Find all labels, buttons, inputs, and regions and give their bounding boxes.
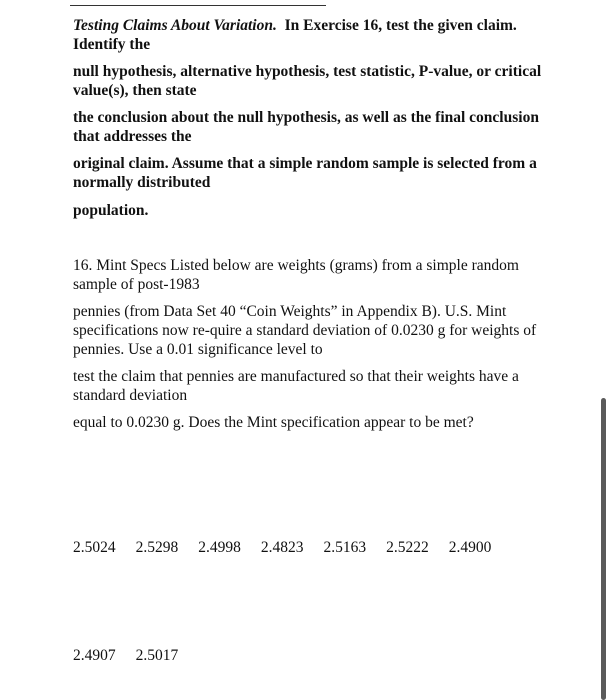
- data-value: 2.5163: [323, 539, 367, 556]
- data-value: 2.5298: [135, 539, 179, 556]
- data-value: 2.5017: [135, 647, 179, 664]
- exercise-paragraph-4: equal to 0.0230 g. Does the Mint specification appear to be met?: [73, 414, 474, 431]
- instructions-paragraph-1: [73, 16, 543, 54]
- exercise-paragraph-3: test the claim that pennies are manufactured so that their weights have a standard deviation: [73, 368, 519, 404]
- instructions-paragraph-3: the conclusion about the null hypothesis, as well as the final conclusion that addresses the: [73, 109, 539, 145]
- instructions-paragraph-2: null hypothesis, alternative hypothesis, test statistic, P-value, or critical value(s), then state: [73, 63, 542, 99]
- vertical-scrollbar[interactable]: [601, 398, 606, 700]
- data-value: 2.4907: [73, 647, 116, 664]
- top-divider: [70, 5, 326, 6]
- data-value: 2.5222: [386, 539, 429, 556]
- instructions-paragraph-5: population.: [73, 202, 149, 219]
- instructions-text-1: In Exercise 16, test the given claim. Identify the: [73, 17, 517, 53]
- data-value: 2.4998: [198, 539, 241, 556]
- data-row-1: [73, 538, 511, 557]
- instructions-title: Testing Claims About Variation.: [73, 17, 277, 34]
- data-value: 2.4900: [448, 539, 492, 556]
- data-value: 2.4823: [260, 539, 304, 556]
- exercise-paragraph-2: pennies (from Data Set 40 “Coin Weights” in Appendix B). U.S. Mint specifications now re-quire a standard deviation of 0.0230 g for weights of pennies. Use a 0.01 significance level to: [73, 303, 537, 358]
- data-value: 2.5024: [73, 539, 116, 556]
- exercise-paragraph-1: 16. Mint Specs Listed below are weights (grams) from a simple random sample of post-1983: [73, 257, 519, 293]
- data-row-2: [73, 646, 198, 665]
- instructions-paragraph-4: original claim. Assume that a simple random sample is selected from a normally distributed: [73, 155, 537, 191]
